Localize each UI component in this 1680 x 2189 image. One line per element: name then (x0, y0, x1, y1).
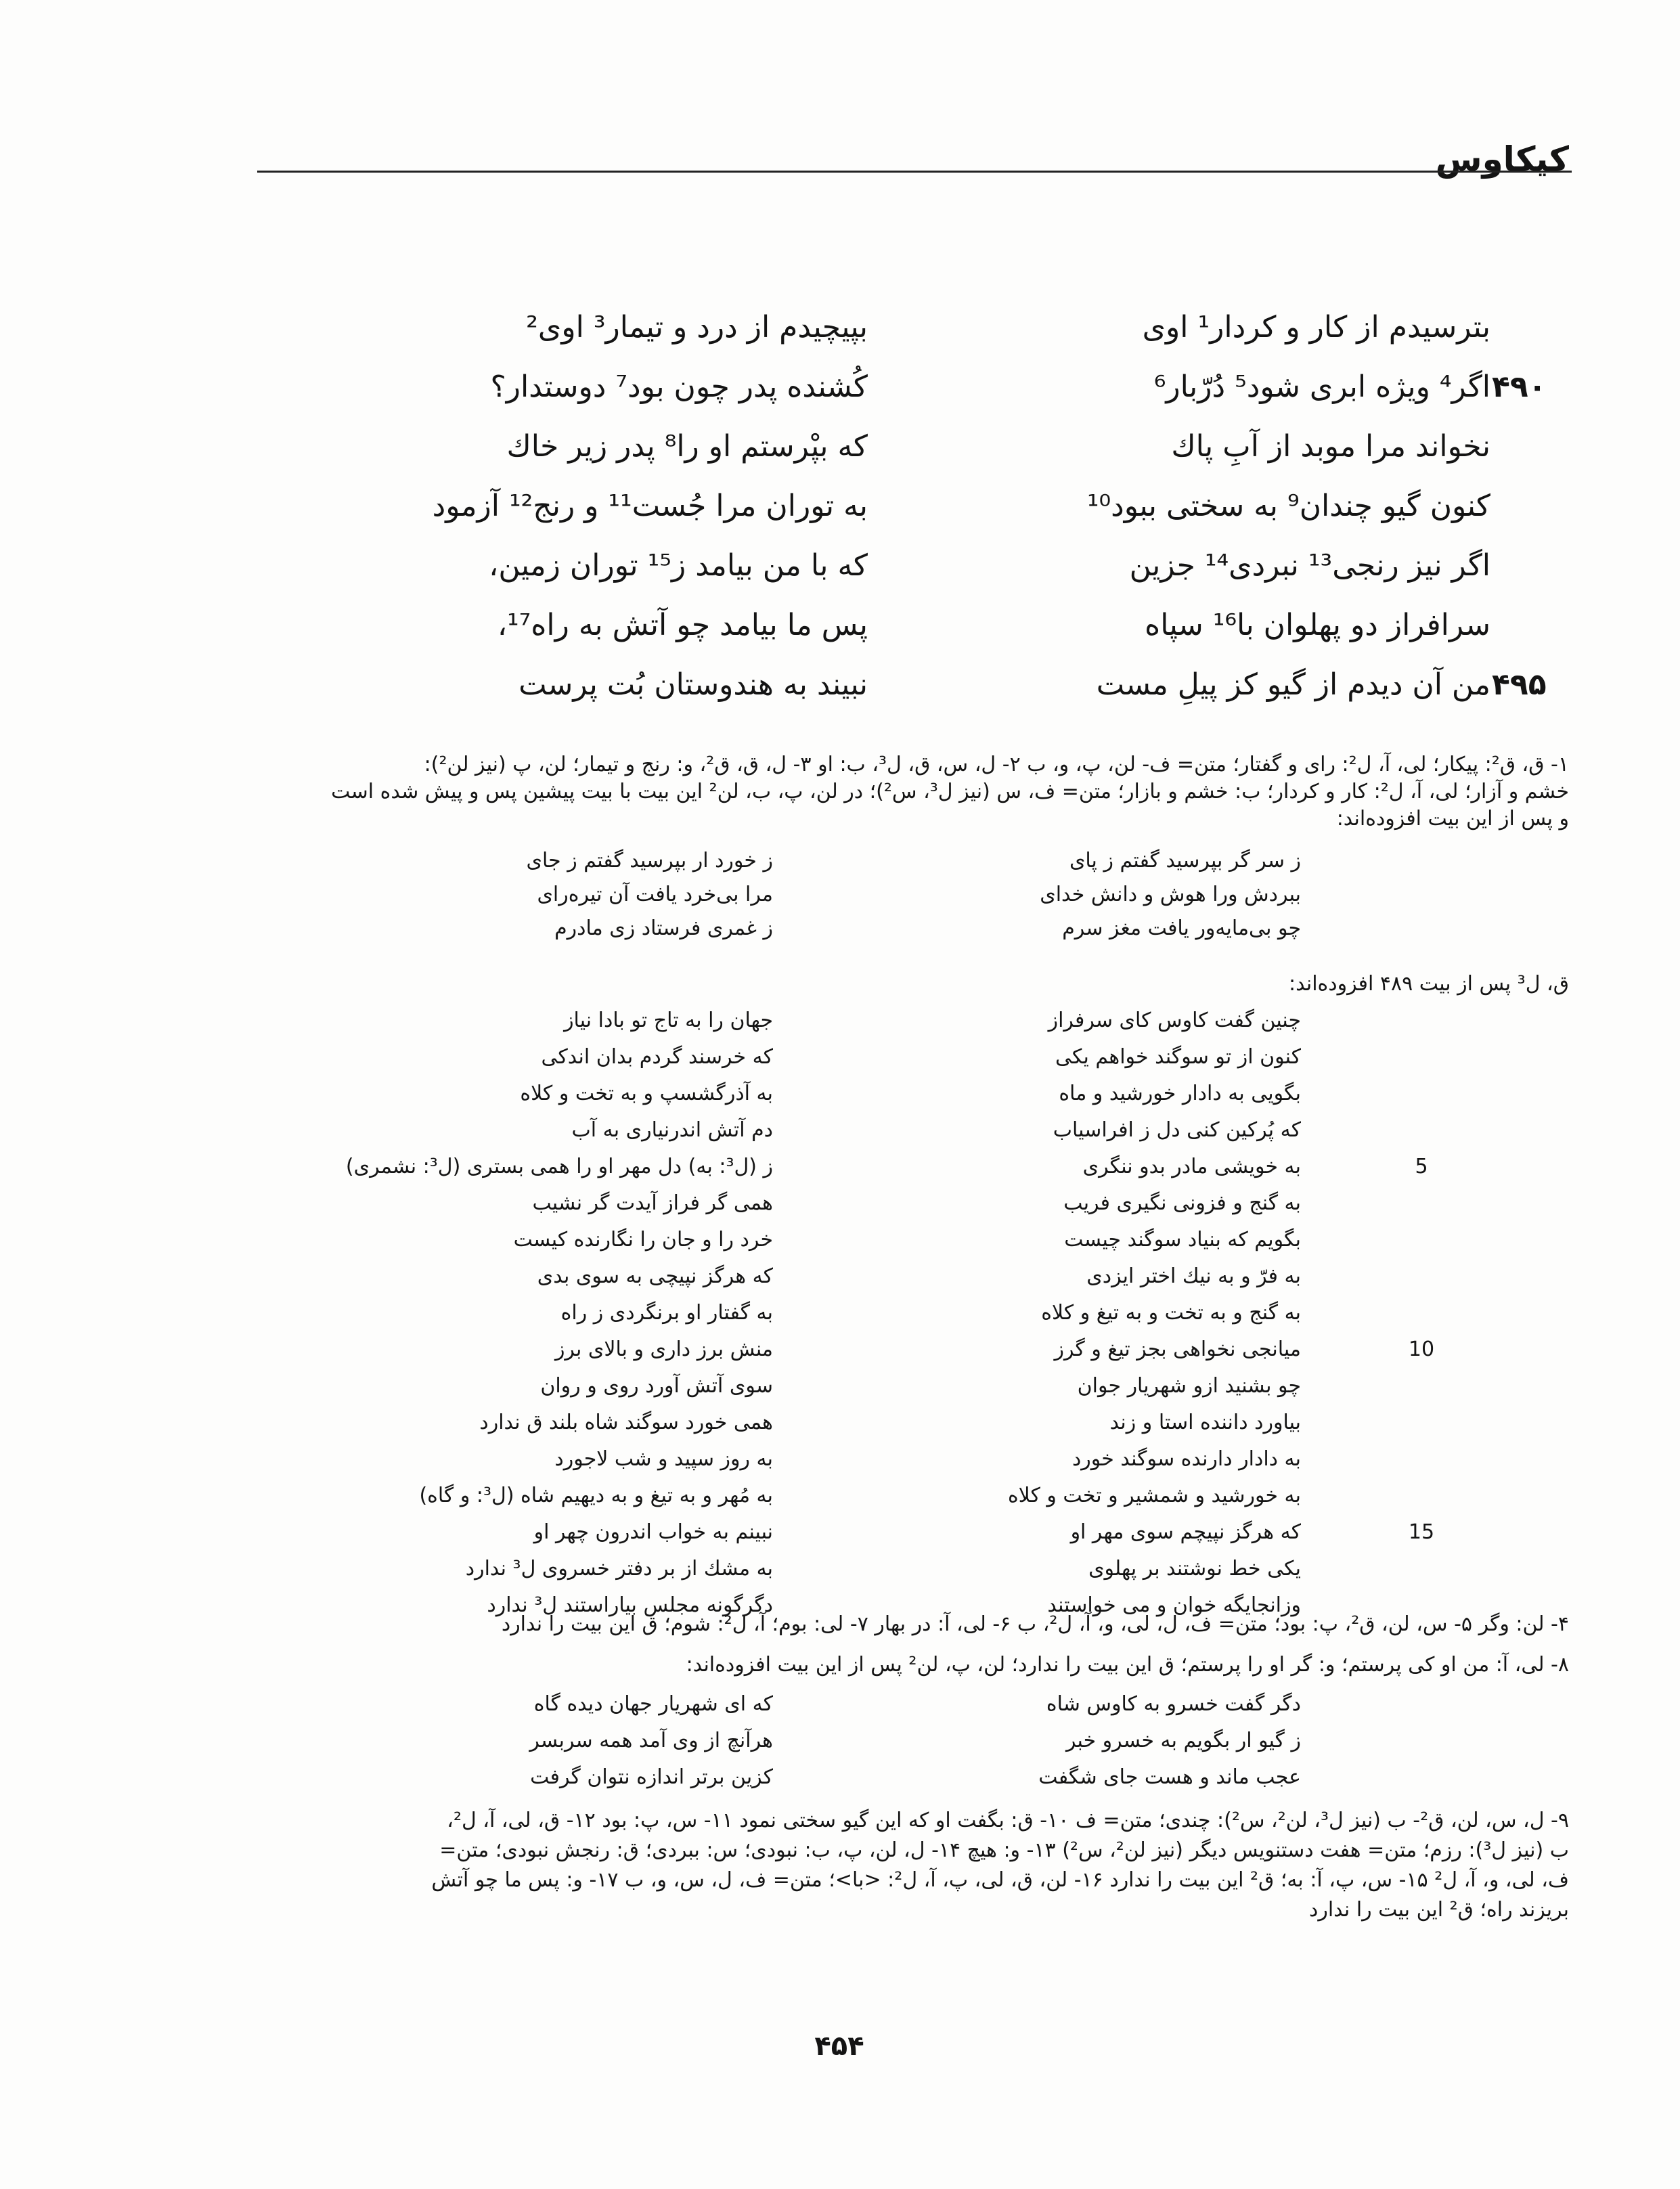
footnote-verse-number (1394, 1481, 1449, 1511)
footnote-verse-second-hemistich: به گفتار او برنگردی ز راه (560, 1301, 773, 1325)
verse-number (1492, 536, 1566, 596)
page-number: ۴۵۴ (814, 2031, 864, 2062)
footnote-1-line-3: و پس از این بیت افزوده‌اند: (1336, 807, 1569, 831)
footnote-9-line-4: بریزند راه؛ ق² این بیت را ندارد (1309, 1898, 1569, 1922)
header-rule (257, 171, 1572, 173)
footnote-verse-first-hemistich: میانجی نخواهی بجز تیغ و گرز (1054, 1337, 1301, 1361)
footnote-verse-number (1394, 1189, 1449, 1218)
footnote-9-line-1: ۹- ل، س، لن، ق²- ب (نیز ل³، لن²، س²): چندی؛ متن= ف ۱۰- ق: بگفت او که این گیو سختی نمود ۱۱- س، پ: بود ۱۲- ق، لی، آ، ل²، (447, 1809, 1569, 1832)
footnote-verse-second-hemistich: جهان را به تاج تو بادا نیاز (564, 1009, 773, 1032)
footnote-verse-first-hemistich: چنین گفت کاوس کای سرفراز (1048, 1009, 1301, 1032)
footnote-verse-first-hemistich: عجب ماند و هست جای شگفت (1038, 1765, 1301, 1789)
footnote-verse-first-hemistich: کنون از تو سوگند خواهم یکی (1055, 1045, 1301, 1069)
footnote-8-line: ۸- لی، آ: من او کی پرستم؛ و: گر او را پرستم؛ ق این بیت را ندارد؛ لن، پ، لن² پس از این بیت افزوده‌اند: (686, 1653, 1569, 1677)
verse-number (1492, 596, 1566, 655)
footnote-verse-second-hemistich: دم آتش اندرنیاری به آب (571, 1118, 773, 1142)
footnote-verse-first-hemistich: به فرّ و به نیك اختر ایزدی (1086, 1264, 1301, 1288)
footnote-verse-number (1394, 1115, 1449, 1145)
footnote-verse-second-hemistich: به مشك از بر دفتر خسروی ل³ ندارد (465, 1557, 773, 1580)
footnote-verse-first-hemistich: بگویم که بنیاد سوگند چیست (1064, 1228, 1301, 1252)
footnote-verse-second-hemistich: دگرگونه مجلس بیاراستند ل³ ندارد (487, 1593, 773, 1617)
footnote-verse-first-hemistich: چو بی‌مایه‌ور یافت مغز سرم (1062, 916, 1301, 940)
footnote-verse-second-hemistich: ز (ل³: به) دل مهر او را همی بستری (ل³: نشمری) (345, 1155, 773, 1178)
footnote-verse-second-hemistich: که هرگز نپیچی به سوی بدی (537, 1264, 773, 1288)
footnote-verse-second-hemistich: به روز سپید و شب لاجورد (554, 1447, 773, 1471)
verse-second-hemistich: کُشنده پدر چون بود⁷ دوستدار؟ (490, 370, 868, 404)
footnote-verse-second-hemistich: هرآنچ از وی آمد همه سربسر (529, 1729, 773, 1752)
footnote-verse-number (1394, 1042, 1449, 1072)
footnote-verse-second-hemistich: ز غمری فرستاد زی مادرم (554, 916, 773, 940)
verse-second-hemistich: که با من بیامد ز¹⁵ توران زمین، (489, 548, 868, 583)
verse-second-hemistich: بپیچیدم از درد و تیمار³ اوی² (526, 310, 868, 345)
footnote-verse-number: 5 (1415, 1155, 1428, 1178)
footnote-verse-number (1394, 1444, 1449, 1474)
footnote-verse-number (1394, 1006, 1449, 1036)
verse-first-hemistich: اگر⁴ ویژه ابری شود⁵ دُرّبار⁶ (1153, 370, 1490, 404)
verse-first-hemistich: سرافراز دو پهلوان با¹⁶ سپاه (1145, 608, 1490, 642)
footnote-verse-first-hemistich: که هرگز نپیچم سوی مهر او (1070, 1520, 1301, 1544)
verse-first-hemistich: نخواند مرا موبد از آبِ پاك (1171, 429, 1490, 464)
footnote-verse-second-hemistich: که خرسند گردم بدان اندکی (541, 1045, 773, 1069)
footnote-verse-second-hemistich: که ای شهریار جهان دیده گاه (533, 1692, 773, 1716)
footnote-verse-first-hemistich: وزانجایگه خوان و می خواستند (1047, 1593, 1301, 1617)
verse-second-hemistich: پس ما بیامد چو آتش به راه¹⁷، (497, 608, 868, 642)
running-header-title: کیکاوس (1435, 139, 1569, 179)
footnote-verse-first-hemistich: بیاورد داننده استا و زند (1109, 1411, 1301, 1434)
footnote-verse-number: 15 (1408, 1520, 1435, 1544)
footnote-verse-number (1394, 1554, 1449, 1584)
verse-number: ۴۹۰ (1492, 370, 1547, 404)
footnote-verse-first-hemistich: ز سر گر بپرسید گفتم ز پای (1069, 849, 1301, 872)
footnote-verse-first-hemistich: ببردش ورا هوش و دانش خدای (1040, 883, 1301, 906)
footnote-verse-first-hemistich: به گنج و به تخت و به تیغ و کلاه (1041, 1301, 1301, 1325)
verse-number (1492, 477, 1566, 536)
footnote-9-line-2: ب (نیز ل³): رزم؛ متن= هفت دستنویس دیگر (نیز لن²، س²) ۱۳- و: هیچ ۱۴- ل، لن، پ، ب: نبودی؛ س: ببردی؛ ق: رنجش نبودی؛ متن= (439, 1838, 1569, 1862)
verse-first-hemistich: من آن دیدم از گیو کز پیلِ مست (1096, 667, 1490, 702)
footnote-1-line-2: خشم و آزار؛ لی، آ، ل²: کار و کردار؛ ب: خشم و بازار؛ متن= ف، س (نیز ل³، س²)؛ در لن، پ، ب، لن² این بیت با بیت پیشین پس و پیش شده است (331, 780, 1569, 803)
verse-number: ۴۹۵ (1492, 667, 1547, 702)
footnote-verse-first-hemistich: به گنج و فزونی نگیری فریب (1063, 1191, 1301, 1215)
verse-first-hemistich: بترسیدم از کار و کردار¹ اوی (1142, 310, 1490, 345)
footnote-verse-first-hemistich: که پُرکین کنی دل ز افراسیاب (1053, 1118, 1301, 1142)
footnote-verse-number (1394, 1225, 1449, 1255)
footnote-4-line: ۴- لن: وگر ۵- س، لن، ق²، پ: بود؛ متن= ف، ل، لی، و، آ، ل²، ب ۶- لی، آ: در بهار ۷- لی: بوم؛ آ، ل²: شوم؛ ق این بیت را ندارد (501, 1612, 1569, 1636)
footnote-verse-second-hemistich: به مُهر و به تیغ و به دیهیم شاه (ل³: و گاه) (419, 1484, 773, 1507)
footnote-verse-second-hemistich: کزین برتر اندازه نتوان گرفت (530, 1765, 773, 1789)
footnote-verse-number (1394, 1262, 1449, 1291)
footnote-verse-first-hemistich: یکی خط نوشتند بر پهلوی (1088, 1557, 1301, 1580)
footnote-verse-first-hemistich: بگویی به دادار خورشید و ماه (1059, 1082, 1301, 1105)
verse-second-hemistich: به توران مرا جُست¹¹ و رنج¹² آزمود (432, 489, 868, 523)
footnote-verse-number (1394, 1371, 1449, 1401)
footnote-verse-second-hemistich: مرا بی‌خرد یافت آن تیره‌رای (537, 883, 773, 906)
footnote-verse-second-hemistich: سوی آتش آورد روی و روان (540, 1374, 773, 1398)
footnote-verse-first-hemistich: به خویشی مادر بدو ننگری (1082, 1155, 1301, 1178)
footnote-verse-number (1394, 1079, 1449, 1109)
footnote-verse-number (1394, 1298, 1449, 1328)
footnote-verse-first-hemistich: ز گیو ار بگویم به خسرو خبر (1065, 1729, 1301, 1752)
footnote-1-line-1: ۱- ق، ق²: پیکار؛ لی، آ، ل²: رای و گفتار؛ متن= ف- لن، پ، و، ب ۲- ل، س، ق، ل³، ب: او ۳- ل، ق، ق²، و: رنج و تیمار؛ لن، پ (نیز لن²): (424, 753, 1569, 776)
footnote-verse-second-hemistich: به آذرگشسپ و به تخت و کلاه (520, 1082, 773, 1105)
footnote-block-2-intro: ق، ل³ پس از بیت ۴۸۹ افزوده‌اند: (1289, 972, 1569, 996)
footnote-verse-number (1394, 1408, 1449, 1438)
footnote-verse-second-hemistich: منش برز داری و بالای برز (554, 1337, 773, 1361)
verse-second-hemistich: که بپْرستم او را⁸ پدر زیر خاك (506, 429, 868, 464)
footnote-verse-first-hemistich: دگر گفت خسرو به کاوس شاه (1046, 1692, 1301, 1716)
footnote-verse-number: 10 (1408, 1337, 1435, 1361)
footnote-verse-second-hemistich: نبینم به خواب اندرون چهر او (533, 1520, 773, 1544)
footnote-verse-second-hemistich: خرد را و جان را نگارنده کیست (513, 1228, 773, 1252)
footnote-verse-first-hemistich: چو بشنید ازو شهریار جوان (1077, 1374, 1301, 1398)
footnote-verse-first-hemistich: به دادار دارنده سوگند خورد (1071, 1447, 1301, 1471)
footnote-verse-second-hemistich: همی خورد سوگند شاه بلند ق ندارد (479, 1411, 773, 1434)
footnote-verse-first-hemistich: به خورشید و شمشیر و تخت و کلاه (1007, 1484, 1301, 1507)
verse-number (1492, 417, 1566, 477)
verse-first-hemistich: اگر نیز رنجی¹³ نبردی¹⁴ جزین (1129, 548, 1490, 583)
footnote-verse-second-hemistich: ز خورد ار بپرسید گفتم ز جای (526, 849, 773, 872)
verse-first-hemistich: کنون گیو چندان⁹ به سختی ببود¹⁰ (1086, 489, 1490, 523)
verse-second-hemistich: نبیند به هندوستان بُت پرست (518, 667, 868, 702)
footnote-9-line-3: ف، لی، و، آ، ل² ۱۵- س، پ، آ: به؛ ق² این بیت را ندارد ۱۶- لن، ق، لی، پ، آ، ل²: <با>؛ متن= ف، ل، س، و، ب ۱۷- و: پس ما چو آتش (431, 1868, 1569, 1892)
footnote-verse-second-hemistich: همی گر فراز آیدت گر نشیب (532, 1191, 773, 1215)
verse-number (1492, 298, 1566, 357)
